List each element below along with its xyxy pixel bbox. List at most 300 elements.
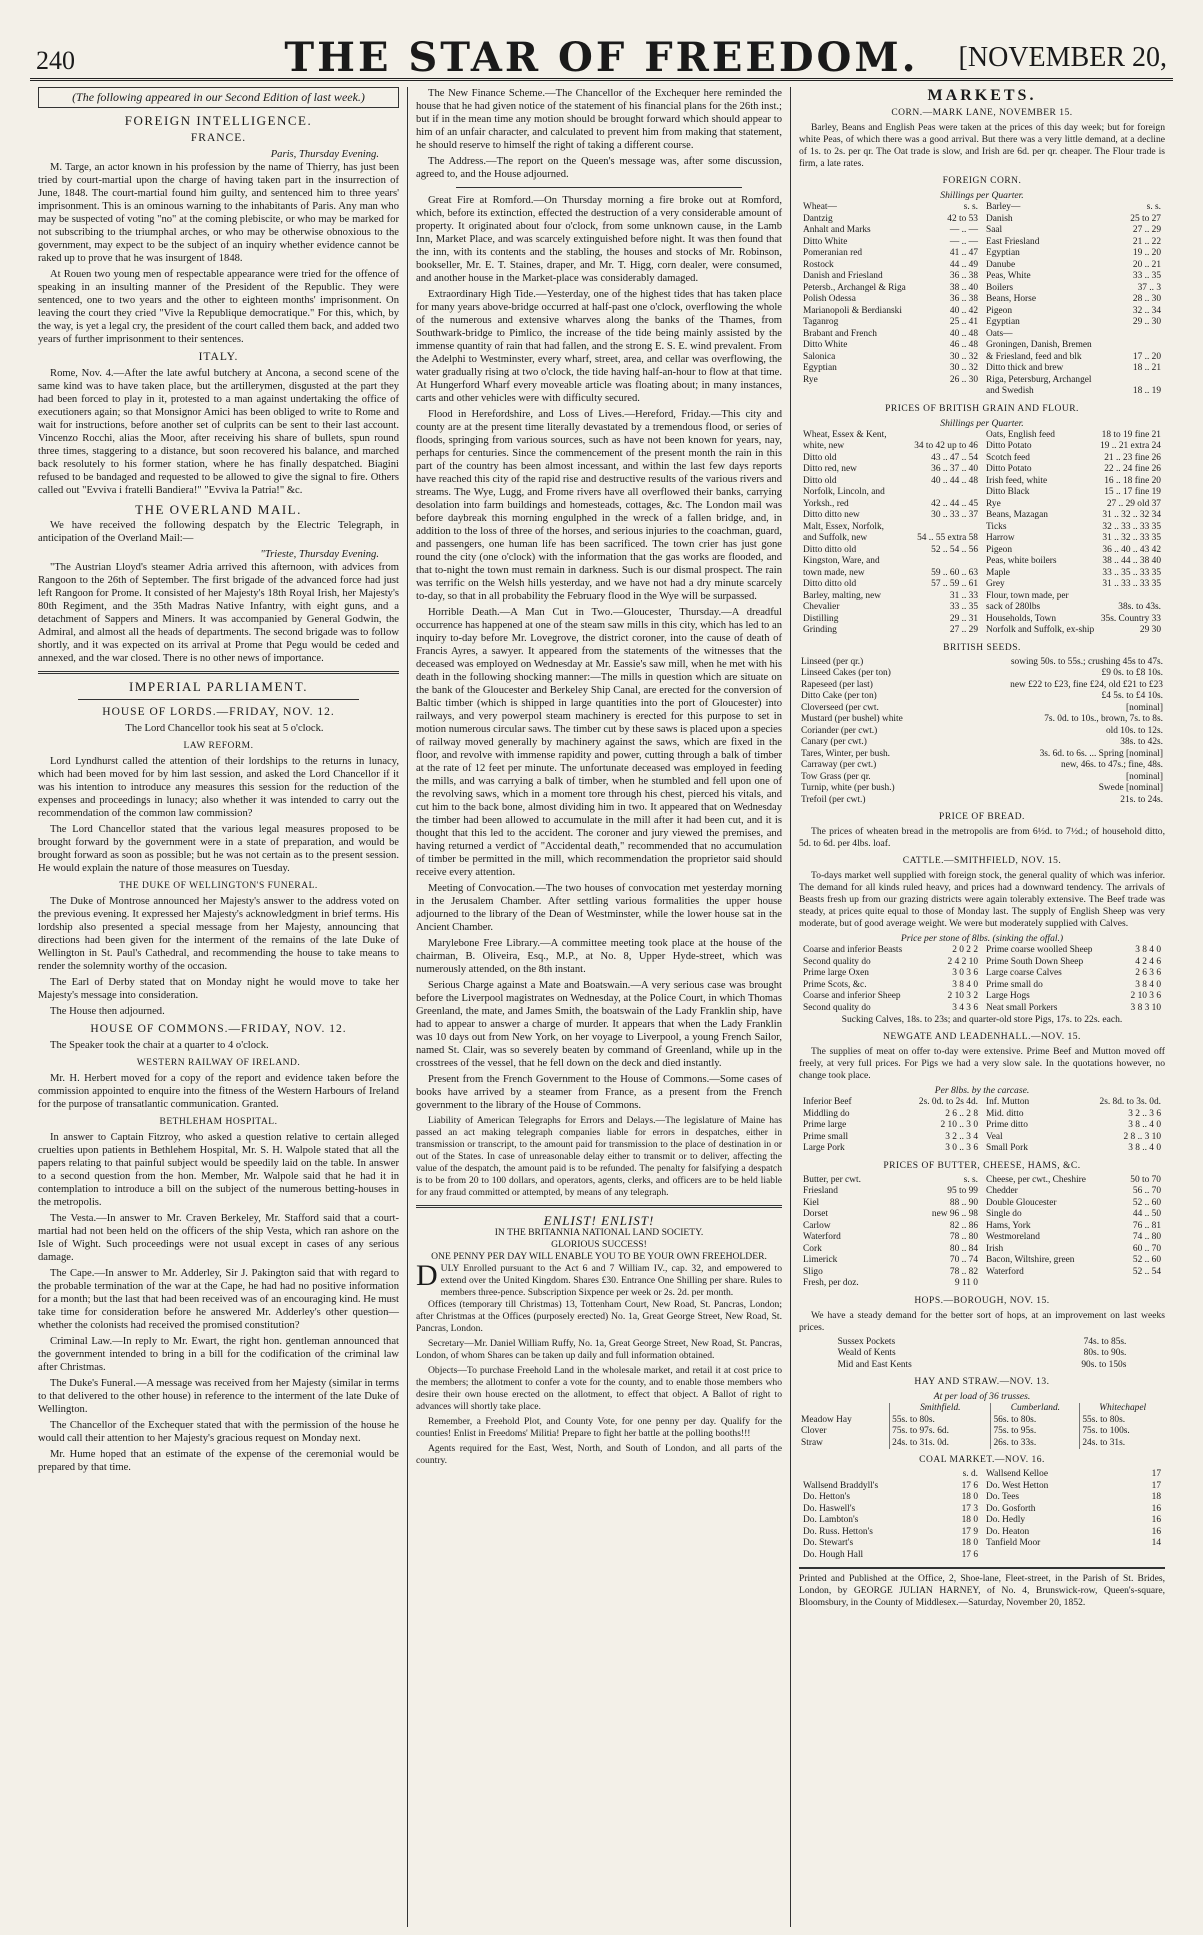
item-label: Egyptian bbox=[803, 363, 837, 373]
table-row bbox=[801, 1198, 980, 1210]
item-value: 52 .. 54 .. 56 bbox=[931, 544, 978, 555]
item-label: Grinding bbox=[803, 625, 837, 635]
item-label: Rye bbox=[986, 498, 1001, 509]
price-list bbox=[984, 1469, 1163, 1550]
table-row bbox=[984, 464, 1163, 476]
item-value: 27 .. 29 bbox=[1132, 225, 1161, 235]
glorious-success: GLORIOUS SUCCESS! bbox=[551, 1239, 647, 1250]
table-row bbox=[984, 1198, 1163, 1210]
item-value: 17 bbox=[1151, 1480, 1161, 1491]
item-label: and Swedish bbox=[986, 386, 1034, 396]
article-paragraph: The Address.—The report on the Queen's message was, after some discussion, agreed to, and the House adjourned. bbox=[416, 156, 782, 180]
item-value: 36 .. 37 .. 40 bbox=[931, 464, 978, 474]
item-label: Ditto ditto new bbox=[803, 510, 860, 520]
item-label: Prime Scots, &c. bbox=[803, 979, 867, 990]
item-label: Do. Hetton's bbox=[803, 1492, 850, 1502]
item-value: 29 .. 31 bbox=[949, 613, 978, 624]
item-label: Linseed Cakes (per ton) bbox=[801, 668, 891, 678]
article-paragraph: The Earl of Derby stated that on Monday night he would move to take her Majesty's message into consideration. bbox=[38, 977, 399, 1001]
table-row bbox=[984, 1143, 1163, 1155]
article-paragraph: At Rouen two young men of respectable appearance were tried for the offence of speaking in an insulting manner of the President of the Republic. They were sentenced, one to two years and the other to eighteen months' imprisonment. On leaving the court they cried "Vive la Republique democratique." For this, which, by the way, is yet a legal cry, the president of the court called them back, and added two years of further imprisonment to their sentences. bbox=[38, 269, 399, 345]
item-value: 52 .. 54 bbox=[1132, 1266, 1161, 1277]
table-row bbox=[984, 453, 1163, 465]
foreign-corn-heading: FOREIGN CORN. bbox=[942, 176, 1022, 186]
table-row bbox=[799, 760, 1165, 772]
table-row bbox=[801, 1255, 980, 1267]
item-value: 33 .. 35 bbox=[1132, 271, 1161, 281]
article-paragraph: Present from the French Government to the House of Commons.—Some cases of books have arrived by a steamer from France, as a present from the French government to the library of the House of Commons. bbox=[416, 1074, 782, 1111]
table-row bbox=[801, 283, 980, 295]
article-paragraph: The Speaker took the chair at a quarter to 4 o'clock. bbox=[50, 1040, 269, 1051]
item-label: Harrow bbox=[986, 533, 1015, 543]
table-cell: 24s. to 31s. bbox=[1082, 1437, 1126, 1448]
table-row bbox=[984, 1003, 1163, 1015]
item-value: s. s. bbox=[1146, 202, 1161, 212]
table-row bbox=[801, 579, 980, 591]
table-row bbox=[799, 1438, 1165, 1450]
item-label: Hams, York bbox=[986, 1220, 1031, 1231]
markets-title: MARKETS. bbox=[927, 87, 1037, 104]
item-label: Do. Stewart's bbox=[803, 1538, 854, 1548]
table-row bbox=[984, 329, 1163, 341]
item-label: Ditto Cake (per ton) bbox=[801, 691, 877, 701]
column-header: Smithfield. bbox=[890, 1403, 991, 1415]
item-value: 88 .. 90 bbox=[949, 1197, 978, 1208]
corn-report: Barley, Beans and English Peas were taken at the prices of this day week; but for foreign white Peas, of which there was a good arrival. But there was a very little demand, at a decline of 1s. to 2s. per qr. The Oat trade is slow, and Irish are 6d. per qr. cheaper. The Flour trade is firm, a late rates. bbox=[799, 122, 1165, 169]
table-row bbox=[984, 968, 1163, 980]
table-row bbox=[984, 363, 1163, 375]
british-grain-heading: PRICES OF BRITISH GRAIN AND FLOUR. bbox=[885, 403, 1079, 414]
item-label: Wallsend Braddyll's bbox=[803, 1480, 879, 1491]
article-paragraph: Horrible Death.—A Man Cut in Two.—Gloucester, Thursday.—A dreadful occurrence has happened at one of the steam saw mills in this city, which has led to an inquiry to-day before Mr. Lovegrove, the district coroner, into the cause of death of Francis Ayres, a sawyer. It appeared from the statements of the witnesses that the deceased was employed on Wednesday at Mr. Eassie's saw mill, when he met with his death in the following shocking manner:—The mills in question which are situate on the bank of the Gloucester and Berkeley Ship Canal, are erected for the conversion of Baltic timber (which is shipped in large quantities into the port of Gloucester) into railways, and very powerpol steam machinery is erected for this purpose to set in motion numerous circular saws. The timber cut by these saws is placed upon a species of railway moved generally by machinery against the saws, which are fixed in the floor, and revolve with immense rapidity and power, cutting through a balk of timber at the rate of 12 feet per minute. The unfortunate deceased was employed in feeding the mills, and was carrying a balk of timber, when he stumbled and fell upon one of the revolving saws, which in a moment tore through his chest, pierced his vitals, and cut him to the back bone, almost dividing him in two. It appeared that on Wednesday the timber had been allowed to accumulate in the mill after it had been cut, and it is thought that this led to the accident. The coroner and jury viewed the premises, and having returned a verdict of "Accidental death," recommended that no accumulation of timber be permitted in the mill, which recommendation the proprietor said should receive every attention. bbox=[416, 607, 782, 878]
item-value: 27 .. 29 bbox=[949, 625, 978, 635]
table-row bbox=[801, 1267, 980, 1279]
cattle-footer: Sucking Calves, 18s. to 23s; and quarter-old store Pigs, 17s. to 22s. each. bbox=[841, 1014, 1123, 1025]
item-value: 16 bbox=[1151, 1503, 1161, 1514]
item-value: 18 0 bbox=[961, 1515, 978, 1525]
column-2 bbox=[408, 87, 791, 1927]
article-paragraph: The Cape.—In answer to Mr. Adderley, Sir J. Pakington said that with regard to the probable termination of the war at the Cape, he had had no positive information for a month; but the last that had been received was of an encouraging kind. He must take time for consideration before he answered Mr. Adderley's other question—whether the colonists had received the promised constitution? bbox=[38, 1268, 399, 1331]
item-value: 2s. 0d. to 2s 4d. bbox=[918, 1097, 978, 1107]
item-value: 2 8 .. 3 10 bbox=[1123, 1131, 1161, 1142]
item-label: Second quality do bbox=[803, 1002, 871, 1013]
item-value: 43 .. 47 .. 54 bbox=[931, 452, 978, 463]
western-railway-heading: WESTERN RAILWAY OF IRELAND. bbox=[136, 1058, 301, 1068]
item-value: 3 4 3 6 bbox=[952, 1002, 978, 1013]
article-paragraph: Rome, Nov. 4.—After the late awful butchery at Ancona, a second scene of the same kind was to have taken place, but the artillerymen, disgusted at the part they had been forced to play in it, protested to a man against undertaking the office of executioners again; so that Monsignor Amici has been obliged to write to Rome and wait for instructions, before another set of culprits can be sent to their last account. Vincenzo Rocchi, alias the Moor, after receiving his share of bullets, spun round three times, staggering to a distance, but soon recovered his balance, and marched back resolutely to his former station, where he has finally despatched. Biagini refused to be bandaged and requested to be allowed to give the signal to fire. Others called out "Evviva i fratelli Bandiera!" "Evviva la Patria!" &c. bbox=[38, 368, 399, 496]
item-value: 70 .. 74 bbox=[949, 1255, 978, 1265]
table-row bbox=[801, 1550, 980, 1562]
item-value: 22 .. 24 fine 26 bbox=[1104, 464, 1161, 474]
item-label: Double Gloucester bbox=[986, 1197, 1057, 1208]
item-label: Do. Hough Hall bbox=[803, 1549, 864, 1560]
item-value: £4 5s. to £4 10s. bbox=[1101, 691, 1163, 701]
table-cell: 55s. to 80s. bbox=[890, 1415, 991, 1427]
item-value: 31 .. 33 .. 33 35 bbox=[1102, 579, 1161, 589]
table-row bbox=[801, 1221, 980, 1233]
table-row bbox=[801, 545, 980, 557]
item-value: 59 .. 60 .. 63 bbox=[931, 567, 978, 578]
table-row bbox=[799, 1426, 1165, 1438]
table-row bbox=[984, 1504, 1163, 1516]
table-row bbox=[984, 1186, 1163, 1198]
item-value: 3 0 3 6 bbox=[952, 968, 978, 978]
item-label: Rapeseed (per last) bbox=[801, 679, 873, 690]
item-label: Peas, White bbox=[986, 271, 1031, 281]
newgate-report: The supplies of meat on offer to-day were extensive. Prime Beef and Mutton moved off freely, at very full prices. For Pigs we had a very slow sale. In the quotations however, no change took place. bbox=[799, 1046, 1165, 1081]
table-row bbox=[801, 1109, 980, 1121]
item-value: 40 .. 48 bbox=[949, 328, 978, 339]
table-row bbox=[801, 957, 980, 969]
item-label: Inf. Mutton bbox=[986, 1097, 1030, 1107]
masthead bbox=[30, 20, 1173, 81]
item-label: Yorksh., red bbox=[803, 498, 849, 509]
enlist-subheading: IN THE BRITANNIA NATIONAL LAND SOCIETY. bbox=[494, 1227, 704, 1238]
item-label: & Friesland, feed and blk bbox=[986, 351, 1082, 362]
item-label: Pomeranian red bbox=[803, 248, 863, 258]
article-paragraph: The Chancellor of the Exchequer stated that with the permission of the house he would call their attention to her Majesty's gracious request on Monday next. bbox=[38, 1420, 399, 1444]
table-cell: 75s. to 97s. 6d. bbox=[890, 1426, 991, 1438]
item-value: 56 .. 70 bbox=[1132, 1186, 1161, 1196]
table-row bbox=[799, 795, 1165, 807]
item-value: 17 bbox=[1151, 1469, 1161, 1479]
table-row bbox=[984, 225, 1163, 237]
item-label: Oats, English feed bbox=[986, 429, 1055, 440]
cattle-heading: CATTLE.—SMITHFIELD, NOV. 15. bbox=[902, 856, 1062, 866]
item-value: s. s. bbox=[963, 202, 978, 212]
table-row bbox=[801, 294, 980, 306]
bethleham-hospital-heading: BETHLEHAM HOSPITAL. bbox=[159, 1117, 278, 1127]
item-value: 42 to 53 bbox=[947, 213, 978, 224]
article-paragraph: The Duke's Funeral.—A message was received from her Majesty (similar in terms to that delivered to the other house) in reference to the interment of the late Duke of Wellington. bbox=[38, 1378, 399, 1415]
item-value: 2s. 8d. to 3s. 0d. bbox=[1099, 1097, 1161, 1107]
table-row bbox=[801, 1003, 980, 1015]
table-cell: 75s. to 100s. bbox=[1082, 1426, 1130, 1436]
item-label: Waterford bbox=[986, 1266, 1024, 1277]
second-edition-banner: (The following appeared in our Second Edition of last week.) bbox=[38, 87, 399, 108]
item-label: sack of 280lbs bbox=[986, 602, 1041, 612]
table-row bbox=[801, 1097, 980, 1109]
house-of-commons-heading: HOUSE OF COMMONS.—FRIDAY, NOV. 12. bbox=[90, 1023, 347, 1035]
item-value: 3s. 6d. to 6s. ... Spring [nominal] bbox=[1039, 748, 1163, 759]
item-value: 26 .. 30 bbox=[949, 374, 978, 385]
item-label: Veal bbox=[986, 1131, 1003, 1142]
table-row bbox=[801, 1538, 980, 1550]
british-seeds-heading: BRITISH SEEDS. bbox=[943, 642, 1021, 653]
item-label: Do. Hedly bbox=[986, 1515, 1026, 1525]
table-row bbox=[984, 556, 1163, 568]
item-label: Riga, Petersburg, Archangel bbox=[986, 374, 1092, 385]
table-row bbox=[801, 625, 980, 637]
table-row bbox=[836, 1348, 1129, 1360]
item-label: Coriander (per cwt.) bbox=[801, 725, 878, 736]
table-row bbox=[984, 487, 1163, 499]
item-value: 38s. to 42s. bbox=[1120, 737, 1163, 747]
table-cell: 55s. to 80s. bbox=[1082, 1414, 1126, 1425]
item-value: 31 .. 33 bbox=[949, 590, 978, 601]
article-paragraph: Marylebone Free Library.—A committee meeting took place at the house of the chairman, B. Oliveira, Esq., M.P., at No. 8, Upper Hyde-street, which was numerously attended, on the 8th instant. bbox=[416, 938, 782, 975]
france-heading: FRANCE. bbox=[190, 132, 247, 144]
item-label: Waterford bbox=[803, 1232, 841, 1242]
price-list bbox=[801, 202, 980, 386]
item-label: Danish bbox=[986, 213, 1013, 224]
article-paragraph: In answer to Captain Fitzroy, who asked a question relative to certain alleged cruelties upon patients in Bethlehem Hospital, Mr. S. H. Walpole stated that all the papers relating to that painful subject would be speedily laid on the table. In answer to a second question from the hon. Member, Mr. Walpole said that he had it in contemplation to introduce a bill on the subject of the numerous betting-houses in the metropolis. bbox=[38, 1132, 399, 1208]
item-value: 28 .. 30 bbox=[1132, 294, 1161, 304]
table-row bbox=[984, 614, 1163, 626]
item-value: 74s. to 85s. bbox=[1083, 1336, 1127, 1347]
item-value: 34 to 42 up to 46 bbox=[914, 441, 978, 451]
item-value: 74 .. 80 bbox=[1132, 1232, 1161, 1242]
item-label: Ditto old bbox=[803, 475, 837, 486]
table-row bbox=[984, 283, 1163, 295]
item-label: Trefoil (per cwt.) bbox=[801, 794, 866, 805]
article-paragraph: Mr. H. Herbert moved for a copy of the report and evidence taken before the commission appointed to enquire into the fitness of the Western Harbours of Ireland for the purpose of transatlantic communication. Granted. bbox=[38, 1073, 399, 1110]
coal-table bbox=[799, 1469, 1165, 1561]
item-label: Sligo bbox=[803, 1266, 823, 1277]
column-3 bbox=[791, 87, 1173, 1927]
item-value: 18 .. 21 bbox=[1132, 363, 1161, 373]
table-row bbox=[801, 614, 980, 626]
table-row bbox=[799, 749, 1165, 761]
item-label: Petersb., Archangel & Riga bbox=[803, 282, 906, 293]
item-label bbox=[801, 1469, 943, 1481]
article-paragraph: Meeting of Convocation.—The two houses of convocation met yesterday morning in the Jerusalem Chamber. After settling various formalities the upper house adjourned to the library of the Dean of Westminster, while the lower house sat in the Ancient Chamber. bbox=[416, 883, 782, 933]
item-label: Taganrog bbox=[803, 317, 839, 327]
item-value: 29 .. 30 bbox=[1132, 317, 1161, 327]
table-row bbox=[801, 329, 980, 341]
item-value: 54 .. 55 extra 58 bbox=[917, 533, 978, 543]
table-row bbox=[801, 487, 980, 499]
table-row bbox=[799, 726, 1165, 738]
table-row bbox=[801, 248, 980, 260]
item-label: Fresh, per doz. bbox=[803, 1278, 859, 1288]
item-label: Chevalier bbox=[803, 602, 840, 612]
table-row bbox=[801, 430, 980, 442]
hay-heading: HAY AND STRAW.—NOV. 13. bbox=[914, 1377, 1050, 1387]
foreign-corn-table bbox=[799, 202, 1165, 398]
table-row bbox=[801, 568, 980, 580]
item-value: 3 8 4 0 bbox=[952, 979, 978, 990]
item-label: Ticks bbox=[986, 521, 1007, 532]
item-label: Sussex Pockets bbox=[837, 1336, 896, 1347]
item-value: s. s. bbox=[963, 1174, 978, 1185]
table-row bbox=[801, 1481, 980, 1493]
item-value: 2 6 .. 2 8 bbox=[945, 1108, 978, 1119]
column-header: Cumberland. bbox=[991, 1403, 1080, 1415]
italy-heading: ITALY. bbox=[198, 351, 239, 363]
table-row bbox=[801, 1469, 980, 1481]
item-value: 21 .. 22 bbox=[1132, 236, 1161, 247]
item-value: [nominal] bbox=[1126, 771, 1163, 782]
item-label: Kiel bbox=[803, 1197, 820, 1208]
item-value: 3 8 3 10 bbox=[1130, 1002, 1161, 1013]
item-value bbox=[1097, 591, 1163, 603]
divider bbox=[78, 699, 359, 700]
table-row bbox=[801, 214, 980, 226]
item-label: Households, Town bbox=[986, 613, 1057, 624]
table-row bbox=[984, 441, 1163, 453]
table-row bbox=[801, 237, 980, 249]
item-label: Dorset bbox=[803, 1209, 828, 1219]
item-value: 32 .. 33 .. 33 35 bbox=[1102, 521, 1161, 532]
item-label: Danube bbox=[986, 259, 1016, 270]
item-value: 2 0 2 2 bbox=[952, 945, 978, 955]
enlist-paragraph: Remember, a Freehold Plot, and County Vote, for one penny per day. Qualify for the counties! Enlist in Freedoms' Militia! Prepare to fight her battle at the polling booths!!! bbox=[416, 1416, 782, 1439]
column-header bbox=[799, 1403, 890, 1415]
item-label: Ditto ditto old bbox=[803, 579, 857, 589]
issue-date: [NOVEMBER 20, bbox=[958, 42, 1167, 73]
item-value: 37 .. 3 bbox=[1137, 282, 1161, 293]
price-list bbox=[984, 202, 1163, 398]
table-row bbox=[801, 1120, 980, 1132]
item-label: Do. Heaton bbox=[986, 1526, 1030, 1537]
item-value: 76 .. 81 bbox=[1132, 1220, 1161, 1231]
newgate-sub: Per 8lbs. by the carcase. bbox=[934, 1085, 1030, 1096]
table-row bbox=[801, 340, 980, 352]
item-label: Large Hogs bbox=[986, 991, 1030, 1001]
item-value: 52 .. 60 bbox=[1132, 1197, 1161, 1208]
article-paragraph: Liability of American Telegraphs for Errors and Delays.—The legislature of Maine has passed an act making telegraph companies liable for errors in despatches, either in transmission or transcript, to the amount paid for transmission to the place of destination in or out of the States. In case of unreasonable delay either to transmit or to deliver, affecting the value of the despatch, the amount paid is to be refunded. The penalty for falsifying a despatch is to be from 20 to 100 dollars, and operators, agents, clerks, and officers are to be held liable for any fraud committed or attempted, by means of any telegraph. bbox=[416, 1115, 782, 1198]
item-label: Tares, Winter, per bush. bbox=[801, 748, 891, 759]
item-value: 19 .. 20 bbox=[1132, 248, 1161, 258]
table-row bbox=[984, 591, 1163, 603]
table-row bbox=[984, 260, 1163, 272]
table-row bbox=[801, 1209, 980, 1221]
item-value: 9 11 0 bbox=[954, 1278, 978, 1288]
table-row bbox=[799, 691, 1165, 703]
table-row bbox=[801, 499, 980, 511]
table-row bbox=[801, 453, 980, 465]
article-paragraph: Mr. Hume hoped that an estimate of the expense of the ceremonial would be prepared by that time. bbox=[38, 1449, 399, 1473]
item-value: 80 .. 84 bbox=[949, 1243, 978, 1254]
table-row bbox=[984, 340, 1163, 352]
item-label: Do. Russ. Hetton's bbox=[803, 1526, 873, 1537]
item-label: Boilers bbox=[986, 282, 1014, 293]
item-value: 36 .. 40 .. 43 42 bbox=[1102, 544, 1161, 555]
price-list bbox=[801, 1097, 980, 1155]
table-row bbox=[799, 783, 1165, 795]
table-row bbox=[984, 1109, 1163, 1121]
table-row bbox=[801, 1232, 980, 1244]
item-label: Egyptian bbox=[986, 317, 1020, 327]
item-value: 16 .. 18 fine 20 bbox=[1104, 475, 1161, 486]
item-value: old 10s. to 12s. bbox=[1105, 725, 1163, 736]
table-row bbox=[799, 714, 1165, 726]
item-value: new 96 .. 98 bbox=[931, 1209, 978, 1219]
item-label: Friesland bbox=[803, 1186, 838, 1196]
table-row bbox=[984, 1267, 1163, 1279]
penny-per-day: ONE PENNY PER DAY WILL ENABLE YOU TO BE YOUR OWN FREEHOLDER. bbox=[431, 1251, 767, 1262]
item-label: Norfolk and Suffolk, ex-ship bbox=[986, 625, 1095, 635]
item-label: Rye bbox=[803, 374, 818, 385]
item-value: 30 .. 33 .. 37 bbox=[931, 510, 978, 520]
item-label: Chedder bbox=[986, 1186, 1018, 1196]
table-row bbox=[984, 306, 1163, 318]
item-label: town made, new bbox=[803, 567, 865, 578]
table-cell: 75s. to 95s. bbox=[991, 1426, 1080, 1438]
newgate-heading: NEWGATE AND LEADENHALL.—NOV. 15. bbox=[883, 1032, 1081, 1042]
item-value: 18 to 19 fine 21 bbox=[1101, 429, 1161, 440]
item-value: 21s. to 24s. bbox=[1120, 794, 1163, 805]
item-label: Pigeon bbox=[986, 305, 1013, 316]
price-list bbox=[801, 1469, 980, 1561]
item-label: Turnip, white (per bush.) bbox=[801, 783, 895, 793]
item-value: 7s. 0d. to 10s., brown, 7s. to 8s. bbox=[1044, 714, 1163, 724]
table-row bbox=[984, 248, 1163, 260]
table-row bbox=[984, 1120, 1163, 1132]
table-row bbox=[984, 1492, 1163, 1504]
item-label: Rostock bbox=[803, 259, 834, 270]
item-value: 38s. to 43s. bbox=[1118, 602, 1161, 612]
item-label: Marianopoli & Berdianski bbox=[803, 305, 902, 316]
item-value: [nominal] bbox=[1126, 702, 1163, 713]
seeds-table bbox=[799, 657, 1165, 807]
table-row bbox=[984, 271, 1163, 283]
table-row bbox=[984, 1527, 1163, 1539]
table-row bbox=[799, 680, 1165, 692]
table-row bbox=[984, 1244, 1163, 1256]
item-value: 78 .. 80 bbox=[949, 1232, 978, 1242]
bread-report: The prices of wheaten bread in the metropolis are from 6½d. to 7½d.; of household ditto, 5d. to 6d. per 4lbs. loaf. bbox=[799, 826, 1165, 849]
item-label: Linseed (per qr.) bbox=[801, 656, 864, 667]
cattle-report: To-days market well supplied with foreign stock, the general quality of which was inferior. The demand for all kinds ruled heavy, and prices had a downward tendency. The arrivals of Beasts fresh up from our grazing districts were again tolerably extensive. The Beef trade was steady, at prices quite equal to those of Monday last. The supply of English Sheep was very moderate, but of good average weight. We were but moderately supplied with Calves. bbox=[799, 870, 1165, 929]
table-row bbox=[984, 202, 1163, 214]
item-label: Do. Haswell's bbox=[803, 1503, 856, 1514]
item-label: Ditto White bbox=[803, 236, 848, 247]
item-value: 17 6 bbox=[961, 1549, 978, 1560]
item-label: Prime large bbox=[803, 1120, 847, 1130]
item-label: East Friesland bbox=[986, 236, 1040, 247]
item-value: 14 bbox=[1151, 1538, 1161, 1548]
item-value bbox=[902, 522, 980, 534]
item-label: Ditto Potato bbox=[986, 441, 1032, 451]
item-value: new, 46s. to 47s.; fine, 48s. bbox=[1061, 760, 1163, 770]
enlist-paragraph: Objects—To purchase Freehold Land in the wholesale market, and retail it at cost price to the members; the allotment to confer a vote for the county, and to enable those members who desire their own house erected on the allotment, to effect that object. A Ballot of right to advances will shortly take place. bbox=[416, 1365, 782, 1412]
item-value: 44 .. 49 bbox=[949, 259, 978, 270]
divider bbox=[456, 187, 742, 188]
section-divider bbox=[416, 1205, 782, 1208]
drop-cap: D bbox=[416, 1259, 438, 1292]
item-value: 30 .. 32 bbox=[949, 351, 978, 362]
article-paragraph: "The Austrian Lloyd's steamer Adria arrived this afternoon, with advices from Rangoon to the 26th of September. The first brigade of the advanced force had just left Rangoon for Prome. It consisted of her Majesty's 18th Royal Irish, her Majesty's 80th Regiment, and the 35th Madras Native Infantry, with eight guns, and a detachment of Sappers and Miners. It was accompanied by General Godwin, the Admiral, and almost all the heads of departments. The second brigade was to follow shortly, and it was expected on its arrival at Prome that Pegu would be ceded and annexed, and the war closed. There is no other news of importance. bbox=[38, 562, 399, 664]
item-value: 3 2 .. 3 4 bbox=[945, 1131, 978, 1142]
column-header: Whitechapel bbox=[1099, 1403, 1147, 1413]
table-row bbox=[984, 430, 1163, 442]
section-divider bbox=[38, 671, 399, 674]
table-row bbox=[984, 1221, 1163, 1233]
item-value: 2 10 .. 3 0 bbox=[940, 1120, 978, 1130]
item-value: 60 .. 70 bbox=[1132, 1243, 1161, 1254]
item-value: 35s. Country 33 bbox=[1100, 613, 1161, 624]
item-label: Scotch feed bbox=[986, 452, 1030, 463]
table-row bbox=[801, 510, 980, 522]
foreign-corn-sub: Shillings per Quarter. bbox=[940, 190, 1024, 201]
table-row bbox=[984, 386, 1163, 398]
bread-heading: PRICE OF BREAD. bbox=[939, 812, 1025, 822]
hops-table bbox=[836, 1337, 1129, 1372]
item-label: Groningen, Danish, Bremen bbox=[986, 340, 1092, 350]
table-row bbox=[801, 533, 980, 545]
table-row bbox=[801, 991, 980, 1003]
law-reform-heading: LAW REFORM. bbox=[183, 741, 254, 751]
article-paragraph: The Lord Chancellor stated that the various legal measures proposed to be brought forward by the government were in a state of preparation, and would be brought forward as soon as possible; but he was not certain as to the present session. He would explain the nature of those measures on Tuesday. bbox=[38, 824, 399, 874]
item-label: Cork bbox=[803, 1243, 822, 1254]
item-label: Cloverseed (per cwt. bbox=[801, 702, 879, 713]
item-label: Do. Lambton's bbox=[803, 1515, 859, 1525]
price-list bbox=[984, 430, 1163, 637]
item-label: Coarse and inferior Beasts bbox=[803, 945, 903, 955]
table-row bbox=[984, 1209, 1163, 1221]
